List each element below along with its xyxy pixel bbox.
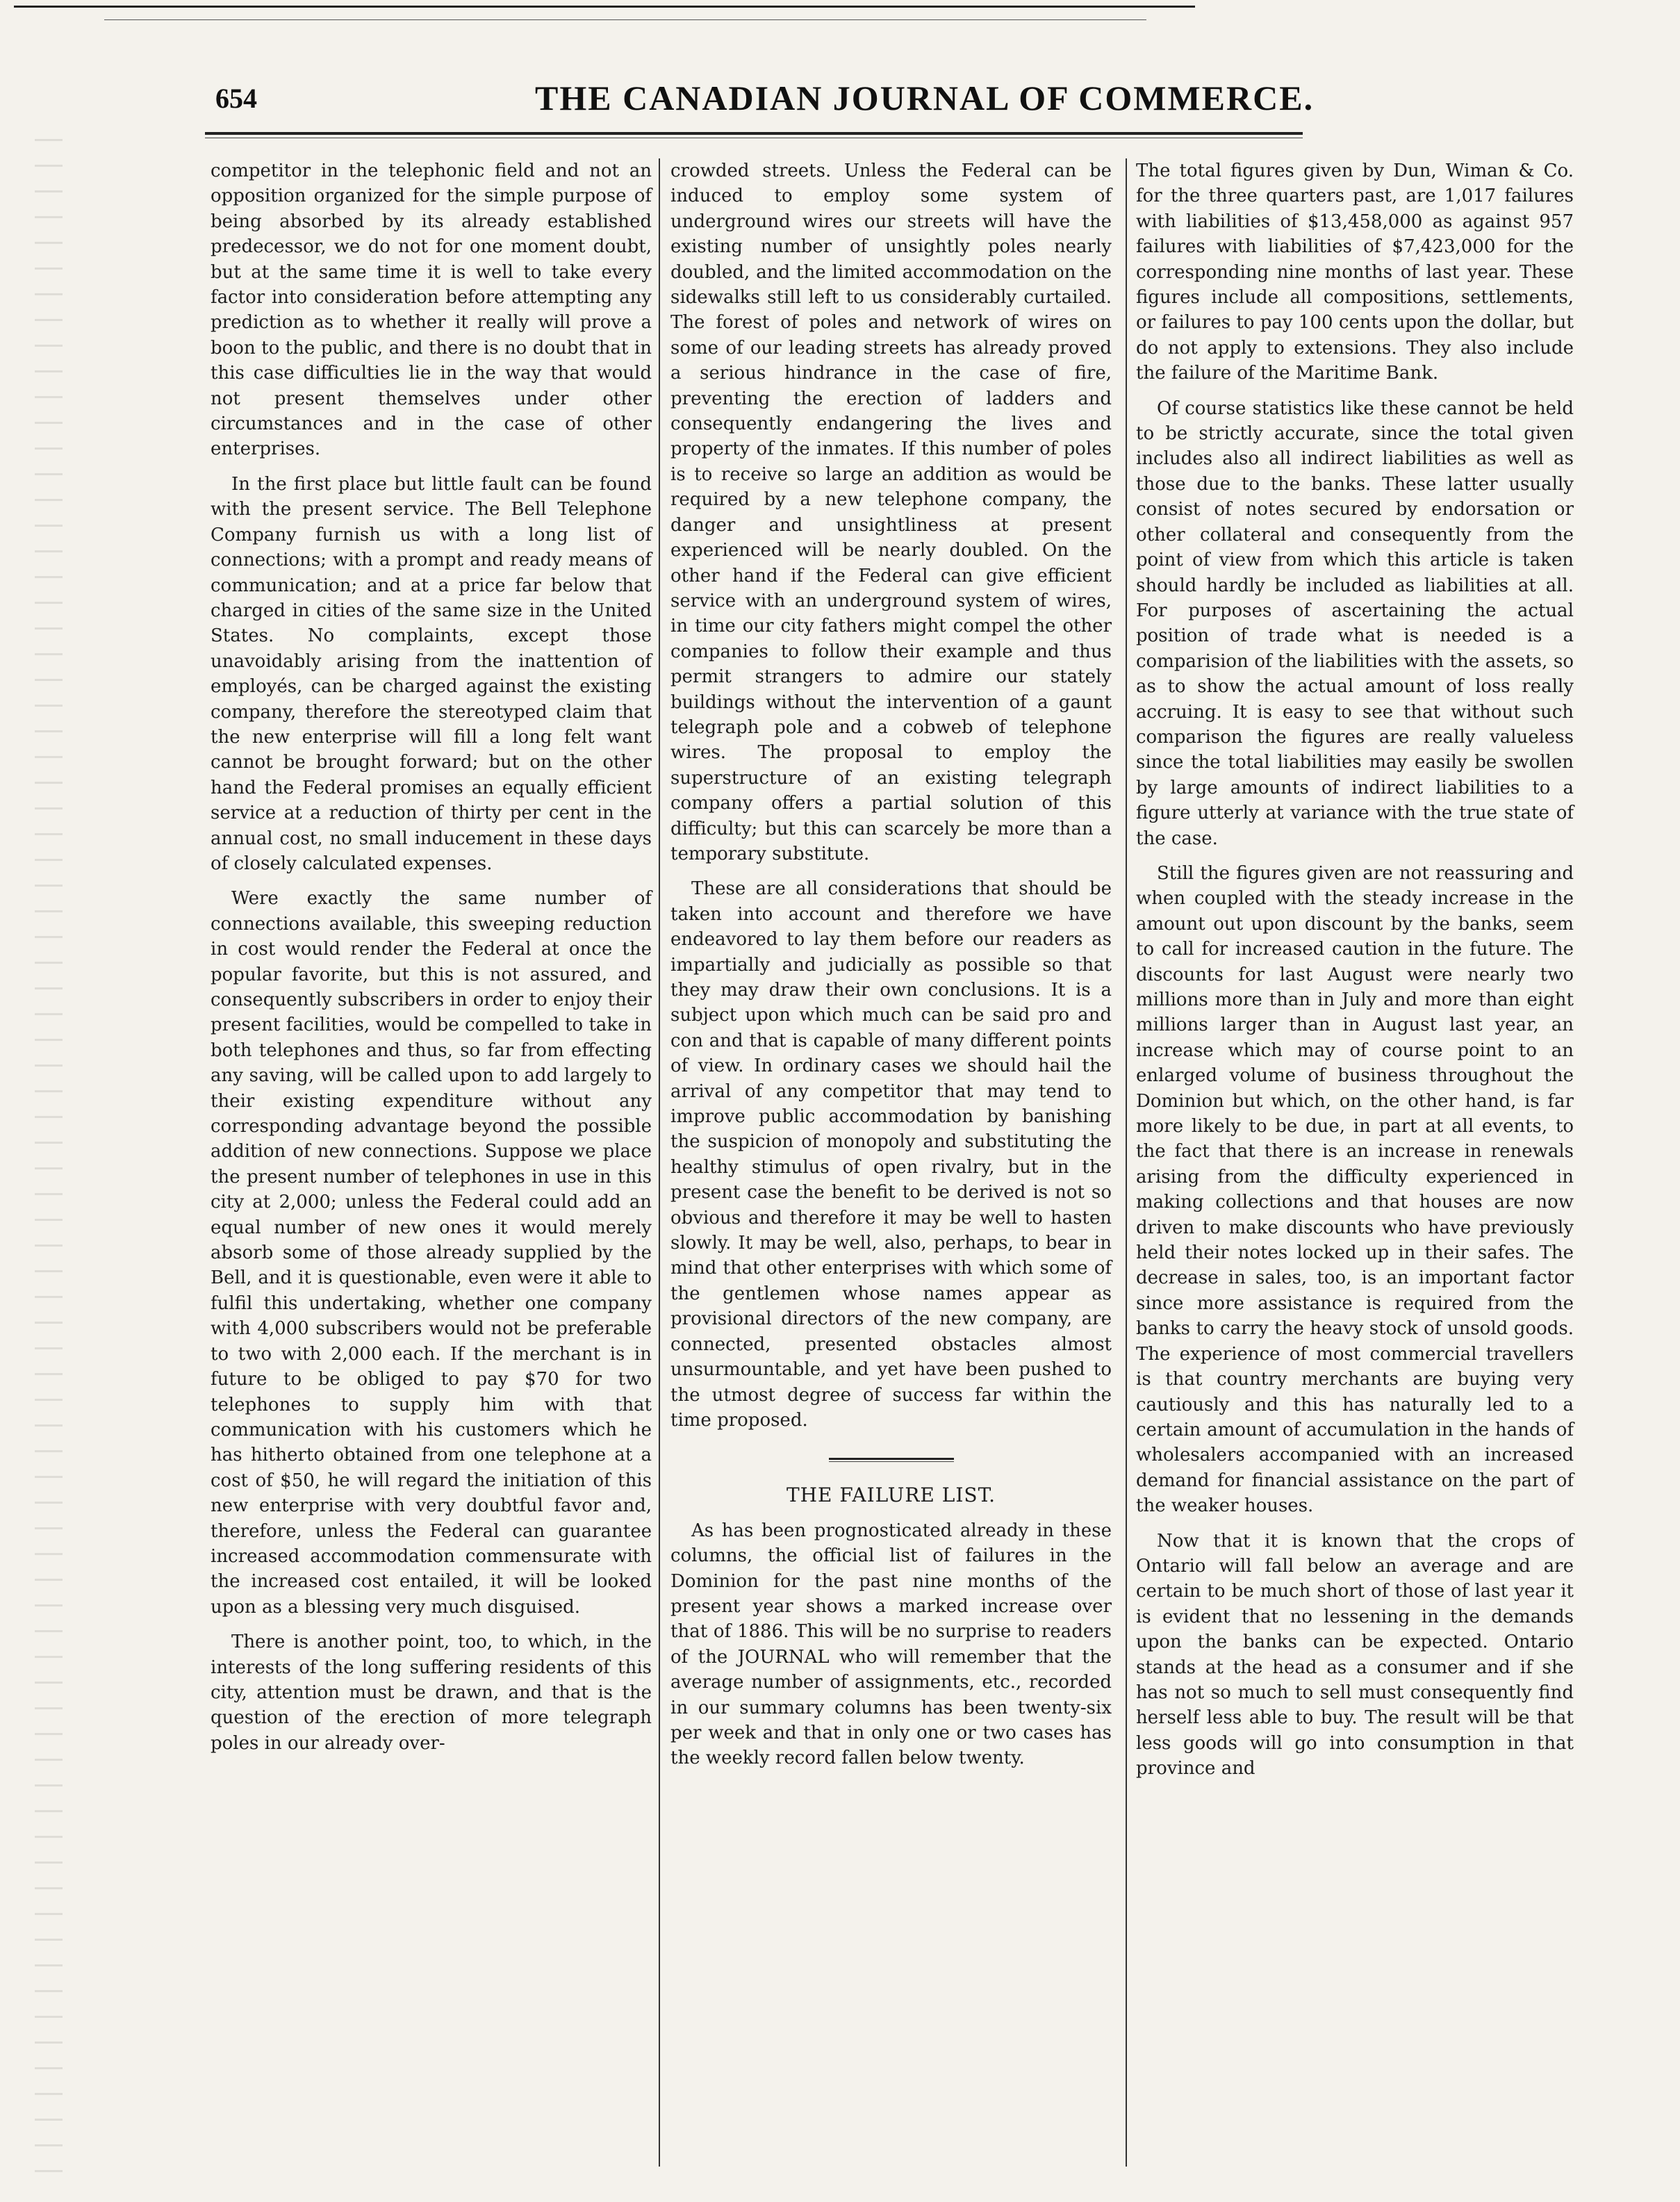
- header-rule: [205, 132, 1303, 135]
- section-divider-thin: [829, 1461, 954, 1462]
- scan-margin-marks: [35, 139, 63, 2189]
- column-3: [1136, 158, 1574, 1791]
- column-divider: [1126, 158, 1127, 2167]
- paragraph: There is another point, too, to which, in the interests of the long suffering residents of this city, attention must be drawn, and that is the question of the erection of more telegraph poles in our already over-: [211, 1632, 652, 1754]
- paragraph: These are all considerations that should be taken into account and therefore we have endeavored to lay them before our readers as impartially and judicially as possible so that they may draw their own conclusions. It is a subject upon which much can be said pro and con and that is capable of many different points of view. In ordinary cases we should hail the arrival of any competitor that may tend to improve public accommodation by banishing the suspicion of monopoly and substituting the healthy stimulus of open rivalry, but in the present case the benefit to be derived is not so obvious and therefore it may be well to hasten slowly. It may be well, also, perhaps, to bear in mind that other enterprises with which some of the gentlemen whose names appear as provisional directors of the new company, are connected, presented obstacles almost unsurmountable, and yet have been pushed to the utmost degree of success far within the time proposed.: [670, 878, 1112, 1431]
- paragraph: In the first place but little fault can be found with the present service. The Bell Telephone Company furnish us with a long list of connections; with a prompt and ready means of communication; and at a price far below that charged in cities of the same size in the United States. No complaints, except those unavoidably arising from the inattention of employés, can be charged against the existing company, therefore the stereotyped claim that the new enterprise will fill a long felt want cannot be brought forward; but on the other hand the Federal promises an equally efficient service at a reduction of thirty per cent in the annual cost, no small inducement in these days of closely calculated expenses.: [211, 473, 652, 874]
- top-border-rule: [14, 6, 1195, 8]
- paragraph: As has been prognosticated already in these columns, the official list of failures in the Dominion for the past nine months of the present year shows a marked increase over that of 1886. This will be no surprise to readers of the JOURNAL who will remember that the average number of assignments, etc., recorded in our summary columns has been twenty-six per week and that in only one or two cases has the weekly record fallen below twenty.: [670, 1520, 1112, 1769]
- paragraph: Still the figures given are not reassuring and when coupled with the steady increase in the amount out upon discount by the banks, seem to call for increased caution in the future. The discounts for last August were nearly two millions more than in July and more than eight millions larger than in August last year, an increase which may of course point to an enlarged volume of business throughout the Dominion but which, on the other hand, is far more likely to be due, in part at all events, to the fact that there is an increase in renewals arising from the difficulty experienced in making collections and that houses are now driven to make discounts who have previously held their notes locked up in their safes. The decrease in sales, too, is an important factor since more assistance is required from the banks to carry the heavy stock of unsold goods. The experience of most commercial travellers is that country merchants are buying very cautiously and this has naturally led to a certain amount of accumulation in the hands of wholesalers accompanied with an increased demand for financial assistance on the part of the weaker houses.: [1136, 862, 1574, 1517]
- section-heading: THE FAILURE LIST.: [786, 1484, 996, 1507]
- column-divider: [659, 158, 660, 2167]
- paragraph: Now that it is known that the crops of Ontario will fall below an average and are certain to be much short of those of last year it is evident that no lessening in the demands upon the banks can be expected. Ontario stands at the head as a consumer and if she has not so much to sell must consequently find herself less able to buy. The result will be that less goods will go into consumption in that province and: [1136, 1530, 1574, 1780]
- column-2: [670, 158, 1112, 1781]
- column-1: [211, 158, 652, 1766]
- paragraph: Were exactly the same number of connections available, this sweeping reduction in cost would render the Federal at once the popular favorite, but this is not assured, and consequently subscribers in order to enjoy their present facilities, would be compelled to take in both telephones and thus, so far from effecting any saving, will be called upon to add largely to their existing expenditure without any corresponding advantage beyond the possible addition of new connections. Suppose we place the present number of telephones in use in this city at 2,000; unless the Federal could add an equal number of new ones it would merely absorb some of those already supplied by the Bell, and it is questionable, even were it able to fulfil this undertaking, whether one company with 4,000 subscribers would not be preferable to two with 2,000 each. If the merchant is in future to be obliged to pay $70 for two telephones to supply him with that communication with his customers which he has hitherto obtained from one telephone at a cost of $50, he will regard the initiation of this new enterprise with very doubtful favor and, therefore, unless the Federal can guarantee increased accommodation commensurate with the increased cost entailed, it will be looked upon as a blessing very much disguised.: [211, 888, 652, 1618]
- paragraph: Of course statistics like these cannot be held to be strictly accurate, since the total given includes also all indirect liabilities as well as those due to the banks. These latter usually consist of notes secured by endorsation or other collateral and consequently from the point of view from which this article is taken should hardly be included as liabilities at all. For purposes of ascertaining the actual position of trade what is needed is a comparision of the liabilities with the assets, so as to show the actual amount of loss really accruing. It is easy to see that without such comparison the figures are really valueless since the total liabilities may easily be swollen by large amounts of indirect liabilities to a figure utterly at variance with the true state of the case.: [1136, 397, 1574, 849]
- paragraph: crowded streets. Unless the Federal can be induced to employ some system of underground wires our streets will have the existing number of unsightly poles nearly doubled, and the limited accommodation on the sidewalks still left to us considerably curtailed. The forest of poles and network of wires on some of our leading streets has already proved a serious hindrance in the case of fire, preventing the erection of ladders and consequently endangering the lives and property of the inmates. If this number of poles is to receive so large an addition as would be required by a new telephone company, the danger and unsightliness at present experienced will be nearly doubled. On the other hand if the Federal can give efficient service with an underground system of wires, in time our city fathers might compel the other companies to follow their example and thus permit strangers to admire our stately buildings without the intervention of a gaunt telegraph pole and a cobweb of telephone wires. The proposal to employ the superstructure of an existing telegraph company offers a partial solution of this difficulty; but this can scarcely be more than a temporary substitute.: [670, 161, 1112, 864]
- section-divider: [829, 1458, 954, 1460]
- journal-title: THE CANADIAN JOURNAL OF COMMERCE.: [535, 79, 1315, 117]
- top-border-rule-thin: [104, 19, 1146, 20]
- paragraph: The total figures given by Dun, Wiman & Co. for the three quarters past, are 1,017 failures with liabilities of $13,458,000 as against 957 failures with liabilities of $7,423,000 for the corresponding nine months of last year. These figures include all compositions, settlements, or failures to pay 100 cents upon the dollar, but do not apply to extensions. They also include the failure of the Maritime Bank.: [1136, 161, 1574, 384]
- page-number: 654: [215, 83, 257, 114]
- paragraph: competitor in the telephonic field and not an opposition organized for the simple purpose of being absorbed by its already established predecessor, we do not for one moment doubt, but at the same time it is well to take every factor into consideration before attempting any prediction as to whether it really will prove a boon to the public, and there is no doubt that in this case difficulties lie in the way that would not present themselves under other circumstances and in the case of other enterprises.: [211, 161, 652, 460]
